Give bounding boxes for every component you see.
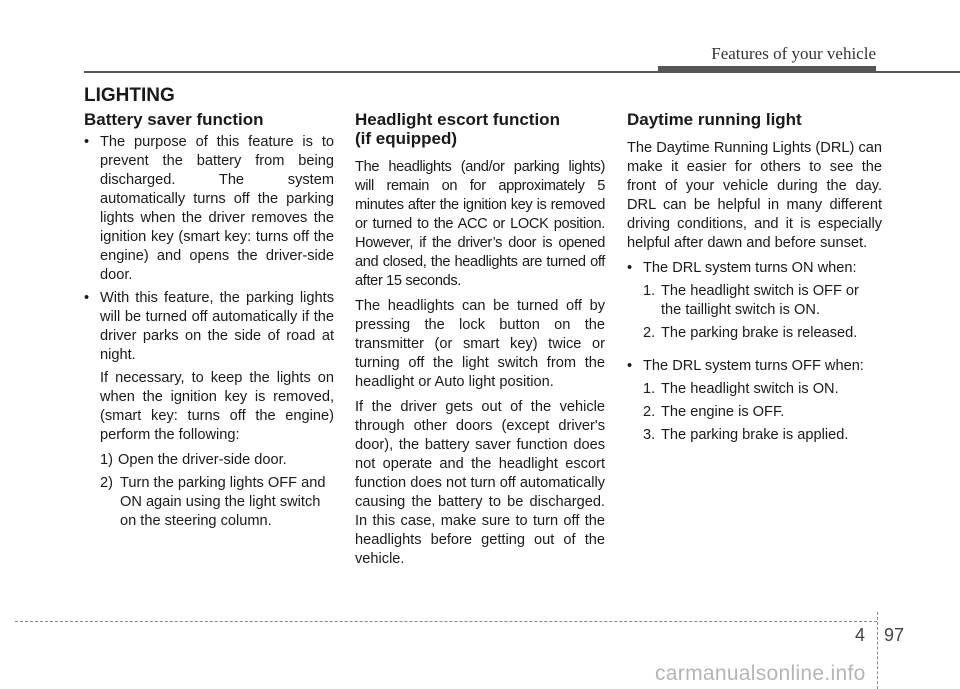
footer-rule <box>15 621 877 622</box>
bullet-icon: • <box>84 290 90 306</box>
bullet-text: The purpose of this feature is to prevent the battery from being discharged. The system automatically turns off the parking lights when the driver removes the ignition key (smart key: turns off the engine) and opens the driver-side door. <box>100 134 334 283</box>
condition-text: The engine is OFF. <box>661 404 785 420</box>
condition-text: The parking brake is released. <box>661 325 858 341</box>
condition-text: The parking brake is applied. <box>661 427 849 443</box>
drl-on-label: The DRL system turns ON when: <box>643 260 857 276</box>
drl-intro: The Daytime Running Lights (DRL) can make it easier for others to see the front of your vehicle during the day. DRL can be helpful in many different driving conditions, and it is especially helpful after dawn and before sunset. <box>627 140 882 251</box>
watermark: carmanualsonline.info <box>655 662 866 685</box>
header-rule <box>84 71 960 73</box>
step-text: Open the driver-side door. <box>118 452 287 468</box>
list-item <box>84 133 334 285</box>
step-item <box>100 474 334 531</box>
headlight-escort-heading <box>355 110 605 148</box>
battery-saver-note: If necessary, to keep the lights on when the ignition key is removed, (smart key: turns off the engine) perform the following: <box>100 370 334 443</box>
chapter-number: 4 <box>855 625 866 645</box>
step-text: Turn the parking lights OFF and ON again using the light switch on the steering column. <box>120 475 326 529</box>
condition-item <box>643 426 882 445</box>
section-title: LIGHTING <box>84 85 175 106</box>
column-battery-saver <box>84 110 334 535</box>
condition-number: 2. <box>643 325 656 341</box>
step-item <box>100 451 334 470</box>
condition-text: The headlight switch is ON. <box>661 381 839 397</box>
paragraph: If the driver gets out of the vehicle through other doors (except driver's door), the battery saver function does not operate and the headlight escort function does not turn off automatically causing the battery to be discharged. In this case, make sure to turn off the headlights before getting out of the vehicle. <box>355 399 605 567</box>
page-number: 97 <box>884 625 905 645</box>
step-number: 2) <box>100 475 113 491</box>
condition-number: 1. <box>643 381 656 397</box>
battery-saver-heading: Battery saver function <box>84 110 264 129</box>
bullet-text: With this feature, the parking lights will be turned off automatically if the driver parks on the side of road at night. <box>100 290 334 363</box>
step-number: 1) <box>100 452 113 468</box>
headlight-escort-heading-line2: (if equipped) <box>355 129 457 148</box>
list-item <box>627 259 882 278</box>
header-title: Features of your vehicle <box>711 44 876 63</box>
bullet-icon: • <box>627 260 633 276</box>
condition-number: 3. <box>643 427 656 443</box>
list-item <box>627 357 882 376</box>
paragraph: The headlights (and/or parking lights) will remain on for approximately 5 minutes after the ignition key is removed or turned to the ACC or LOCK position. However, if the driver’s door is opened and closed, the headlights are turned off after 15 seconds. <box>355 159 605 289</box>
condition-text: The headlight switch is OFF or the taillight switch is ON. <box>661 283 859 318</box>
condition-item <box>643 282 882 320</box>
paragraph: The headlights can be turned off by pressing the lock button on the transmitter (or smart key) twice or turning off the light switch from the headlight or Auto light position. <box>355 298 605 390</box>
column-headlight-escort <box>355 110 605 575</box>
drl-off-label: The DRL system turns OFF when: <box>643 358 864 374</box>
column-drl <box>627 110 882 449</box>
footer-divider <box>877 612 878 689</box>
bullet-icon: • <box>84 134 90 150</box>
condition-number: 2. <box>643 404 656 420</box>
headlight-escort-heading-line1: Headlight escort function <box>355 110 560 129</box>
condition-item <box>643 380 882 399</box>
condition-item <box>643 403 882 422</box>
drl-heading: Daytime running light <box>627 110 802 129</box>
bullet-icon: • <box>627 358 633 374</box>
condition-number: 1. <box>643 283 656 299</box>
condition-item <box>643 324 882 343</box>
list-item <box>84 289 334 365</box>
